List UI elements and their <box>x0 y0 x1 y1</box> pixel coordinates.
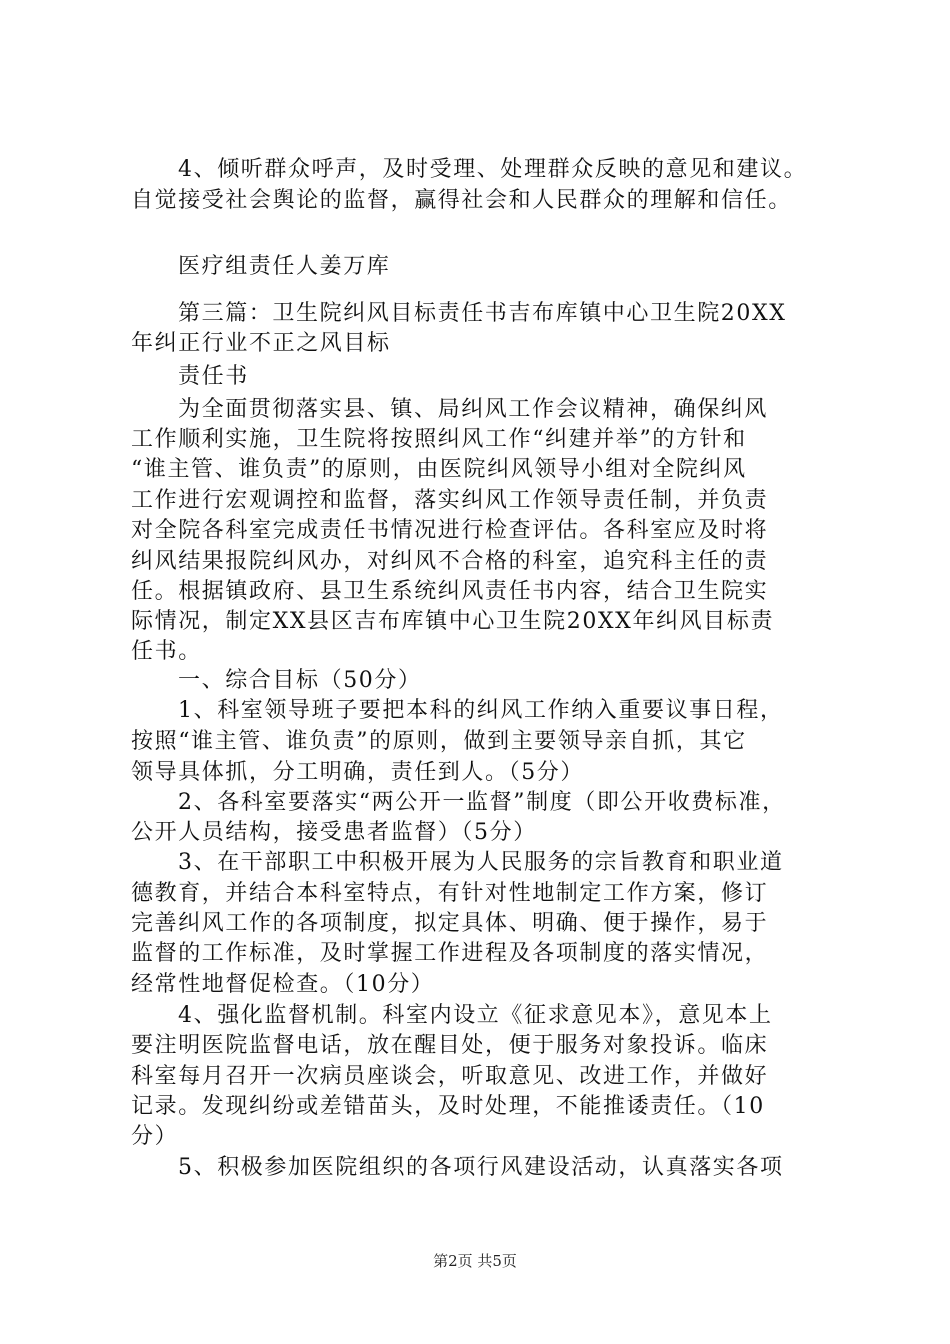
section-heading: 责任书 <box>178 364 249 389</box>
text-line: 要注明医院监督电话，放在醒目处，便于服务对象投诉。临床 <box>131 1033 769 1058</box>
text-line: 任书。 <box>131 639 202 664</box>
text-line: 纠风结果报院纠风办，对纠风不合格的科室，追究科主任的责 <box>131 549 769 574</box>
text-line: 工作进行宏观调控和监督，落实纠风工作领导责任制，并负责 <box>131 488 769 513</box>
text-line: 际情况，制定XX县区吉布库镇中心卫生院20XX年纠风目标责 <box>131 609 775 634</box>
text-line: 医疗组责任人姜万库 <box>178 254 391 279</box>
text-line: 自觉接受社会舆论的监督，赢得社会和人民群众的理解和信任。 <box>131 188 792 213</box>
page-number-footer: 第2页 共5页 <box>433 1252 517 1270</box>
text-line: 一、综合目标（50分） <box>178 668 422 693</box>
section-heading: 第三篇：卫生院纠风目标责任书吉布库镇中心卫生院20XX <box>178 301 787 326</box>
text-line: 工作顺利实施，卫生院将按照纠风工作“纠建并举”的方针和 <box>131 427 747 452</box>
text-line: 5、积极参加医院组织的各项行风建设活动，认真落实各项 <box>178 1155 784 1180</box>
text-line: 按照“谁主管、谁负责”的原则，做到主要领导亲自抓，其它 <box>131 729 747 754</box>
text-line: 1、科室领导班子要把本科的纠风工作纳入重要议事日程， <box>178 698 784 723</box>
text-line: 分） <box>131 1124 179 1149</box>
text-line: 公开人员结构，接受患者监督）（5分） <box>131 820 537 845</box>
text-line: 3、在干部职工中积极开展为人民服务的宗旨教育和职业道 <box>178 850 784 875</box>
text-line: 4、强化监督机制。科室内设立《征求意见本》，意见本上 <box>178 1003 773 1028</box>
text-line: 对全院各科室完成责任书情况进行检查评估。各科室应及时将 <box>131 518 769 543</box>
text-line: 领导具体抓，分工明确，责任到人。（5分） <box>131 760 584 785</box>
text-line: 德教育，并结合本科室特点，有针对性地制定工作方案，修订 <box>131 881 769 906</box>
text-line: 完善纠风工作的各项制度，拟定具体、明确、便于操作，易于 <box>131 911 769 936</box>
text-line: 科室每月召开一次病员座谈会，听取意见、改进工作，并做好 <box>131 1064 769 1089</box>
text-line: 4、倾听群众呼声，及时受理、处理群众反映的意见和建议。 <box>178 157 808 182</box>
text-line: 记录。发现纠纷或差错苗头，及时处理，不能推诿责任。（10 <box>131 1094 765 1119</box>
text-line: 任。根据镇政府、县卫生系统纠风责任书内容，结合卫生院实 <box>131 579 769 604</box>
text-line: 监督的工作标准，及时掌握工作进程及各项制度的落实情况， <box>131 941 769 966</box>
text-line: 经常性地督促检查。（10分） <box>131 972 435 997</box>
text-line: 2、各科室要落实“两公开一监督”制度（即公开收费标准， <box>178 790 786 815</box>
section-heading: 年纠正行业不正之风目标 <box>131 331 391 356</box>
text-line: 为全面贯彻落实县、镇、局纠风工作会议精神，确保纠风 <box>178 397 769 422</box>
text-line: “谁主管、谁负责”的原则，由医院纠风领导小组对全院纠风 <box>131 457 747 482</box>
